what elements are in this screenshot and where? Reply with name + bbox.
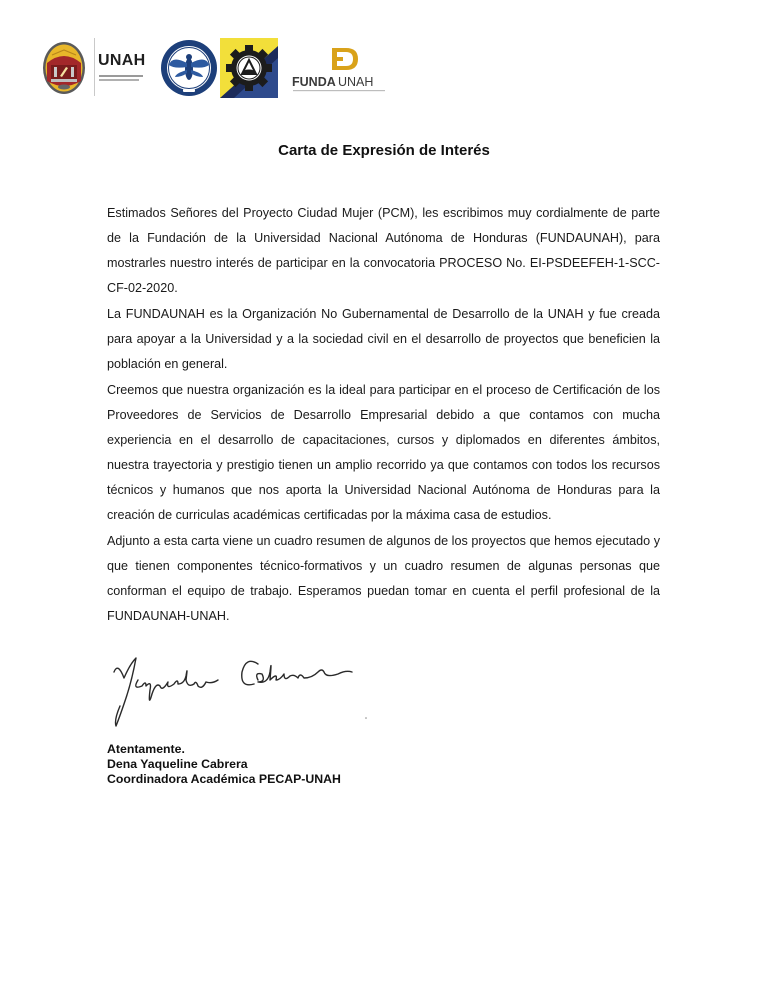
unah-subtitle-line	[99, 79, 139, 81]
logo-divider	[94, 38, 95, 96]
paragraph-attachments: Adjunto a esta carta viene un cuadro resumen de algunos de los proyectos que hemos ejecutado y que tienen componentes técnico-formativos y un cuadro resumen de algunas personas que conforman el equipo de trabajo. Esperamos puedan tomar en cuenta el perfil profesional de la FUNDAUNAH-UNAH.	[107, 534, 660, 623]
handwritten-signature	[108, 650, 368, 730]
unah-seal-logo	[42, 41, 86, 95]
bee-emblem-logo	[160, 39, 218, 97]
closing-salutation: Atentamente.	[107, 742, 185, 756]
gear-emblem-logo	[220, 38, 278, 98]
fundaunah-logo	[290, 44, 395, 96]
paragraph-intro: Estimados Señores del Proyecto Ciudad Mujer (PCM), les escribimos muy cordialmente de parte de la Fundación de la Universidad Nacional Autónoma de Honduras (FUNDAUNAH), para mostrarles nuestro interés de participar en la convocatoria PROCESO No. EI-PSDEEFEH-1-SCC-CF-02-2020.	[107, 206, 660, 295]
paragraph-about-fundaunah: La FUNDAUNAH es la Organización No Gubernamental de Desarrollo de la UNAH y fue creada para apoyar a la Universidad y a la sociedad civil en el desarrollo de proyectos que beneficien la población en general.	[107, 307, 660, 371]
signatory-name: Dena Yaqueline Cabrera	[107, 757, 248, 771]
unah-subtitle-line	[99, 75, 143, 77]
letter-title: Carta de Expresión de Interés	[278, 142, 490, 159]
signatory-role: Coordinadora Académica PECAP-UNAH	[107, 772, 341, 786]
logo-header	[40, 38, 400, 98]
svg-text:FUNDA: FUNDA	[292, 75, 336, 89]
paragraph-qualifications: Creemos que nuestra organización es la ideal para participar en el proceso de Certificación de los Proveedores de Servicios de Desarrollo Empresarial debido a que contamos con mucha experiencia en el desarrollo de capacitaciones, cursos y diplomados en diferentes ámbitos, nuestra trayectoria y prestigio tienen un amplio recorrido ya que contamos con todos los recursos técnicos y humanos que nos aporta la Universidad Nacional Autónoma de Honduras para la creación de curriculas académicas certificadas por la máxima casa de estudios.	[107, 383, 660, 522]
svg-text:UNAH: UNAH	[338, 75, 374, 89]
closing-block	[107, 742, 341, 787]
unah-wordmark: UNAH	[98, 52, 146, 69]
